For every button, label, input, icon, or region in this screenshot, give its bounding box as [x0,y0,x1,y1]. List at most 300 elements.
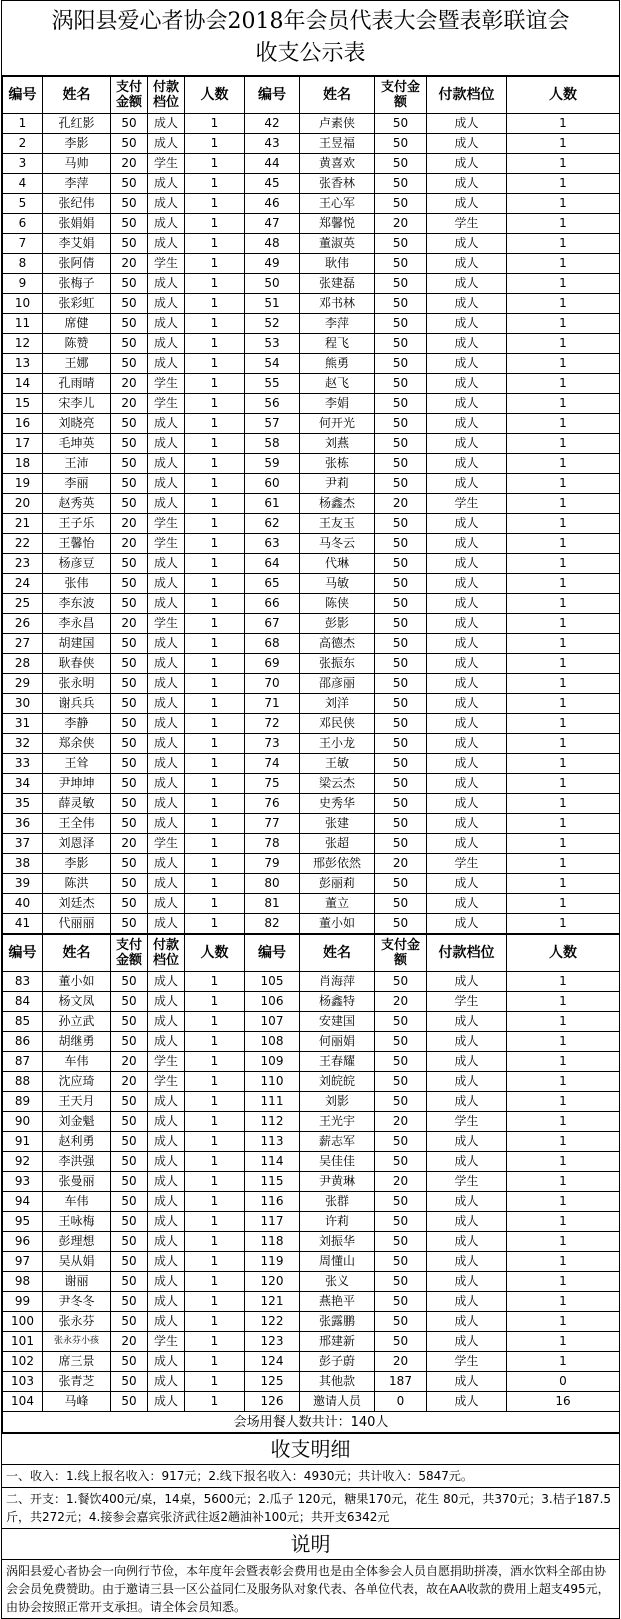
cell-tier: 成人 [148,214,185,234]
cell-name: 彭子蔚 [300,1352,375,1372]
cell-tier: 成人 [148,874,185,894]
cell-name: 李影 [43,134,111,154]
cell-tier: 成人 [427,1232,507,1252]
cell-no: 11 [3,314,43,334]
cell-amount: 20 [375,992,427,1012]
cell-no: 7 [3,234,43,254]
cell-tier: 成人 [148,1292,185,1312]
cell-name: 肖海萍 [300,972,375,992]
cell-amount: 50 [375,1032,427,1052]
cell-amount: 50 [111,114,148,134]
cell-tier: 成人 [427,394,507,414]
cell-name: 陈侠 [300,594,375,614]
table-row [3,254,620,274]
cell-no: 99 [3,1292,43,1312]
cell-count: 1 [507,114,620,134]
cell-no: 104 [3,1392,43,1412]
cell-count: 1 [185,554,245,574]
table-row [3,992,620,1012]
cell-count: 1 [185,1252,245,1272]
cell-count: 1 [507,794,620,814]
cell-tier: 成人 [148,1032,185,1052]
cell-tier: 成人 [427,174,507,194]
table-row [3,374,620,394]
cell-amount: 50 [375,1232,427,1252]
cell-tier: 成人 [148,294,185,314]
cell-name: 尹坤坤 [43,774,111,794]
cell-no: 26 [3,614,43,634]
cell-no: 90 [3,1112,43,1132]
cell-count: 1 [507,992,620,1012]
cell-amount: 50 [375,294,427,314]
cell-amount: 50 [111,894,148,914]
cell-count: 1 [507,1212,620,1232]
cell-amount: 50 [375,274,427,294]
cell-count: 1 [507,874,620,894]
cell-count: 1 [185,694,245,714]
cell-tier: 成人 [427,374,507,394]
cell-count: 1 [185,1012,245,1032]
table-row [3,894,620,914]
cell-name: 何开光 [300,414,375,434]
cell-amount: 20 [375,854,427,874]
table-row [3,1392,620,1412]
cell-no: 67 [245,614,300,634]
cell-amount: 50 [375,334,427,354]
cell-no: 60 [245,474,300,494]
cell-count: 1 [507,254,620,274]
cell-amount: 50 [111,992,148,1012]
cell-tier: 成人 [427,634,507,654]
table-row [3,1072,620,1092]
cell-no: 29 [3,674,43,694]
cell-no: 58 [245,434,300,454]
cell-amount: 50 [375,374,427,394]
cell-no: 41 [3,914,43,934]
cell-tier: 成人 [148,554,185,574]
cell-count: 1 [507,294,620,314]
table-row [3,434,620,454]
cell-name: 王咏梅 [43,1212,111,1232]
cell-tier: 成人 [148,1132,185,1152]
table-row [3,1032,620,1052]
cell-count: 1 [185,914,245,934]
table-row [3,314,620,334]
cell-name: 王友玉 [300,514,375,534]
header-name: 姓名 [300,935,375,972]
cell-count: 1 [507,1352,620,1372]
cell-count: 1 [507,634,620,654]
cell-tier: 成人 [148,1092,185,1112]
cell-count: 1 [185,154,245,174]
cell-no: 34 [3,774,43,794]
cell-amount: 20 [111,834,148,854]
cell-tier: 成人 [148,1372,185,1392]
table-row [3,1212,620,1232]
cell-amount: 50 [111,494,148,514]
cell-name: 席三景 [43,1352,111,1372]
table-row [3,834,620,854]
cell-tier: 学生 [148,1052,185,1072]
table-row [3,174,620,194]
cell-no: 6 [3,214,43,234]
cell-no: 101 [3,1332,43,1352]
cell-name: 胡建国 [43,634,111,654]
cell-name: 安建国 [300,1012,375,1032]
cell-count: 1 [185,514,245,534]
cell-name: 杨鑫杰 [300,494,375,514]
cell-no: 82 [245,914,300,934]
cell-no: 124 [245,1352,300,1372]
cell-name: 李影 [43,854,111,874]
table-row [3,854,620,874]
cell-name: 王天月 [43,1092,111,1112]
cell-amount: 50 [375,1272,427,1292]
cell-no: 102 [3,1352,43,1372]
cell-name: 张栋 [300,454,375,474]
cell-tier: 成人 [148,1012,185,1032]
cell-no: 16 [3,414,43,434]
cell-name: 宋李儿 [43,394,111,414]
header-amount: 支付金额 [375,77,427,114]
cell-no: 97 [3,1252,43,1272]
cell-count: 1 [507,854,620,874]
cell-no: 21 [3,514,43,534]
cell-tier: 学生 [148,514,185,534]
cell-count: 1 [507,214,620,234]
cell-count: 1 [185,494,245,514]
cell-amount: 50 [375,674,427,694]
cell-no: 109 [245,1052,300,1072]
cell-amount: 50 [111,634,148,654]
cell-no: 37 [3,834,43,854]
cell-tier: 学生 [427,1112,507,1132]
cell-no: 88 [3,1072,43,1092]
cell-name: 薪志军 [300,1132,375,1152]
cell-count: 1 [507,174,620,194]
cell-name: 王小龙 [300,734,375,754]
cell-name: 李东波 [43,594,111,614]
cell-tier: 成人 [148,634,185,654]
table-row [3,574,620,594]
cell-no: 27 [3,634,43,654]
cell-tier: 成人 [427,1212,507,1232]
cell-name: 张群 [300,1192,375,1212]
cell-name: 王子乐 [43,514,111,534]
cell-tier: 成人 [148,1272,185,1292]
cell-tier: 成人 [427,1292,507,1312]
cell-amount: 50 [375,134,427,154]
table-row [3,194,620,214]
cell-amount: 50 [375,574,427,594]
cell-name: 邢建新 [300,1332,375,1352]
cell-name: 张永芬 [43,1312,111,1332]
cell-count: 1 [185,1092,245,1112]
cell-count: 1 [507,814,620,834]
cell-amount: 50 [375,614,427,634]
cell-tier: 成人 [427,454,507,474]
total-line: 会场用餐人数共计：140人 [3,1412,620,1433]
cell-no: 113 [245,1132,300,1152]
cell-no: 9 [3,274,43,294]
cell-count: 1 [185,1112,245,1132]
cell-amount: 50 [375,414,427,434]
cell-amount: 20 [111,1052,148,1072]
cell-tier: 学生 [427,1172,507,1192]
cell-name: 谢丽 [43,1272,111,1292]
cell-name: 邓民侠 [300,714,375,734]
cell-no: 92 [3,1152,43,1172]
cell-count: 1 [507,474,620,494]
cell-count: 1 [507,334,620,354]
cell-tier: 成人 [148,1232,185,1252]
cell-count: 1 [185,1172,245,1192]
cell-no: 68 [245,634,300,654]
cell-name: 刘晓亮 [43,414,111,434]
cell-no: 95 [3,1212,43,1232]
member-table-2 [2,934,620,1433]
cell-no: 114 [245,1152,300,1172]
cell-tier: 成人 [427,434,507,454]
cell-tier: 成人 [427,654,507,674]
cell-name: 刘恩泽 [43,834,111,854]
cell-amount: 50 [111,1132,148,1152]
table-header [3,77,620,114]
header-tier: 付款档位 [427,77,507,114]
cell-count: 1 [507,514,620,534]
cell-count: 1 [507,414,620,434]
cell-tier: 成人 [148,992,185,1012]
cell-tier: 成人 [427,554,507,574]
cell-count: 1 [185,1312,245,1332]
table-row [3,1332,620,1352]
cell-name: 卢素侠 [300,114,375,134]
cell-no: 23 [3,554,43,574]
cell-name: 周懂山 [300,1252,375,1272]
cell-no: 126 [245,1392,300,1412]
section-title: 收支明细 [2,1433,619,1465]
cell-no: 24 [3,574,43,594]
cell-tier: 成人 [148,1352,185,1372]
cell-name: 张娟娟 [43,214,111,234]
cell-tier: 成人 [427,694,507,714]
header-tier: 付款档位 [427,935,507,972]
cell-no: 15 [3,394,43,414]
cell-tier: 成人 [148,1252,185,1272]
table-row [3,1172,620,1192]
cell-amount: 50 [375,154,427,174]
cell-tier: 成人 [427,194,507,214]
table-row [3,534,620,554]
cell-no: 59 [245,454,300,474]
table-row [3,1192,620,1212]
cell-count: 1 [185,794,245,814]
title-line1: 涡阳县爱心者协会2018年会员代表大会暨表彰联谊会 [51,9,570,34]
cell-name: 马帅 [43,154,111,174]
cell-no: 72 [245,714,300,734]
cell-no: 19 [3,474,43,494]
cell-no: 48 [245,234,300,254]
cell-no: 80 [245,874,300,894]
cell-name: 孔雨晴 [43,374,111,394]
cell-name: 陈洪 [43,874,111,894]
cell-amount: 50 [111,594,148,614]
page-title [2,1,619,76]
header-count: 人数 [507,935,620,972]
cell-no: 93 [3,1172,43,1192]
cell-no: 52 [245,314,300,334]
cell-amount: 50 [111,674,148,694]
cell-count: 1 [507,1232,620,1252]
cell-count: 1 [185,1292,245,1312]
table-row [3,614,620,634]
cell-name: 李艾娟 [43,234,111,254]
cell-name: 尹冬冬 [43,1292,111,1312]
cell-no: 45 [245,174,300,194]
cell-amount: 50 [375,894,427,914]
cell-count: 1 [507,1192,620,1212]
title-line2: 收支公示表 [255,41,366,66]
cell-tier: 学生 [427,214,507,234]
cell-name: 胡继勇 [43,1032,111,1052]
cell-tier: 成人 [148,1192,185,1212]
header-amount: 支付金额 [111,77,148,114]
cell-count: 1 [185,1192,245,1212]
cell-tier: 成人 [427,1132,507,1152]
cell-amount: 50 [111,274,148,294]
cell-name: 董立 [300,894,375,914]
cell-amount: 50 [111,454,148,474]
cell-name: 刘洋 [300,694,375,714]
cell-name: 谢兵兵 [43,694,111,714]
cell-name: 王光宇 [300,1112,375,1132]
cell-count: 1 [507,694,620,714]
cell-tier: 成人 [427,1072,507,1092]
cell-count: 1 [507,1072,620,1092]
cell-name: 毛坤英 [43,434,111,454]
cell-no: 46 [245,194,300,214]
cell-name: 刘影 [300,1092,375,1112]
cell-tier: 成人 [427,972,507,992]
cell-count: 1 [507,554,620,574]
cell-tier: 成人 [427,874,507,894]
cell-tier: 成人 [427,254,507,274]
cell-name: 赵飞 [300,374,375,394]
header-no: 编号 [3,935,43,972]
cell-tier: 成人 [427,1332,507,1352]
cell-amount: 50 [375,1252,427,1272]
cell-tier: 成人 [148,794,185,814]
cell-name: 张露鹏 [300,1312,375,1332]
cell-tier: 成人 [427,334,507,354]
cell-no: 36 [3,814,43,834]
cell-count: 1 [507,654,620,674]
header-amount: 支付金额 [375,935,427,972]
cell-no: 71 [245,694,300,714]
cell-name: 李丽 [43,474,111,494]
cell-no: 123 [245,1332,300,1352]
header-no: 编号 [245,935,300,972]
cell-amount: 50 [111,1112,148,1132]
cell-count: 1 [185,114,245,134]
cell-no: 57 [245,414,300,434]
header-no: 编号 [3,77,43,114]
cell-count: 1 [507,1172,620,1192]
cell-amount: 50 [375,554,427,574]
cell-amount: 50 [375,774,427,794]
cell-count: 1 [507,494,620,514]
cell-amount: 20 [111,1332,148,1352]
cell-amount: 50 [375,1332,427,1352]
cell-amount: 50 [375,314,427,334]
cell-name: 王敏 [300,754,375,774]
cell-count: 1 [185,134,245,154]
cell-amount: 50 [111,1192,148,1212]
cell-count: 1 [185,174,245,194]
cell-amount: 50 [111,554,148,574]
cell-tier: 成人 [427,1312,507,1332]
cell-amount: 20 [111,394,148,414]
cell-no: 105 [245,972,300,992]
cell-count: 1 [185,374,245,394]
cell-no: 2 [3,134,43,154]
cell-tier: 成人 [148,1112,185,1132]
cell-tier: 成人 [427,1052,507,1072]
cell-tier: 成人 [148,814,185,834]
cell-count: 1 [185,814,245,834]
cell-no: 121 [245,1292,300,1312]
table-row [3,814,620,834]
cell-no: 13 [3,354,43,374]
cell-tier: 成人 [427,1392,507,1412]
table-row [3,1152,620,1172]
cell-amount: 50 [111,214,148,234]
cell-name: 张彩虹 [43,294,111,314]
table-row [3,694,620,714]
cell-tier: 学生 [148,254,185,274]
table-row [3,1352,620,1372]
cell-amount: 50 [111,1272,148,1292]
cell-tier: 成人 [427,714,507,734]
cell-no: 51 [245,294,300,314]
table-row [3,774,620,794]
cell-amount: 50 [375,354,427,374]
cell-amount: 50 [111,774,148,794]
cell-count: 1 [185,972,245,992]
cell-tier: 成人 [148,654,185,674]
cell-no: 47 [245,214,300,234]
cell-name: 耿春侠 [43,654,111,674]
cell-count: 1 [185,1232,245,1252]
cell-no: 89 [3,1092,43,1112]
cell-amount: 50 [111,1292,148,1312]
table-row [3,134,620,154]
cell-amount: 50 [111,1152,148,1172]
cell-amount: 50 [375,394,427,414]
cell-tier: 学生 [148,154,185,174]
cell-name: 张建 [300,814,375,834]
cell-name: 张永明 [43,674,111,694]
cell-name: 董小如 [43,972,111,992]
table-row [3,334,620,354]
cell-name: 李萍 [43,174,111,194]
cell-tier: 成人 [148,754,185,774]
cell-no: 66 [245,594,300,614]
cell-amount: 50 [111,972,148,992]
cell-no: 119 [245,1252,300,1272]
cell-count: 1 [185,992,245,1012]
cell-count: 1 [185,714,245,734]
